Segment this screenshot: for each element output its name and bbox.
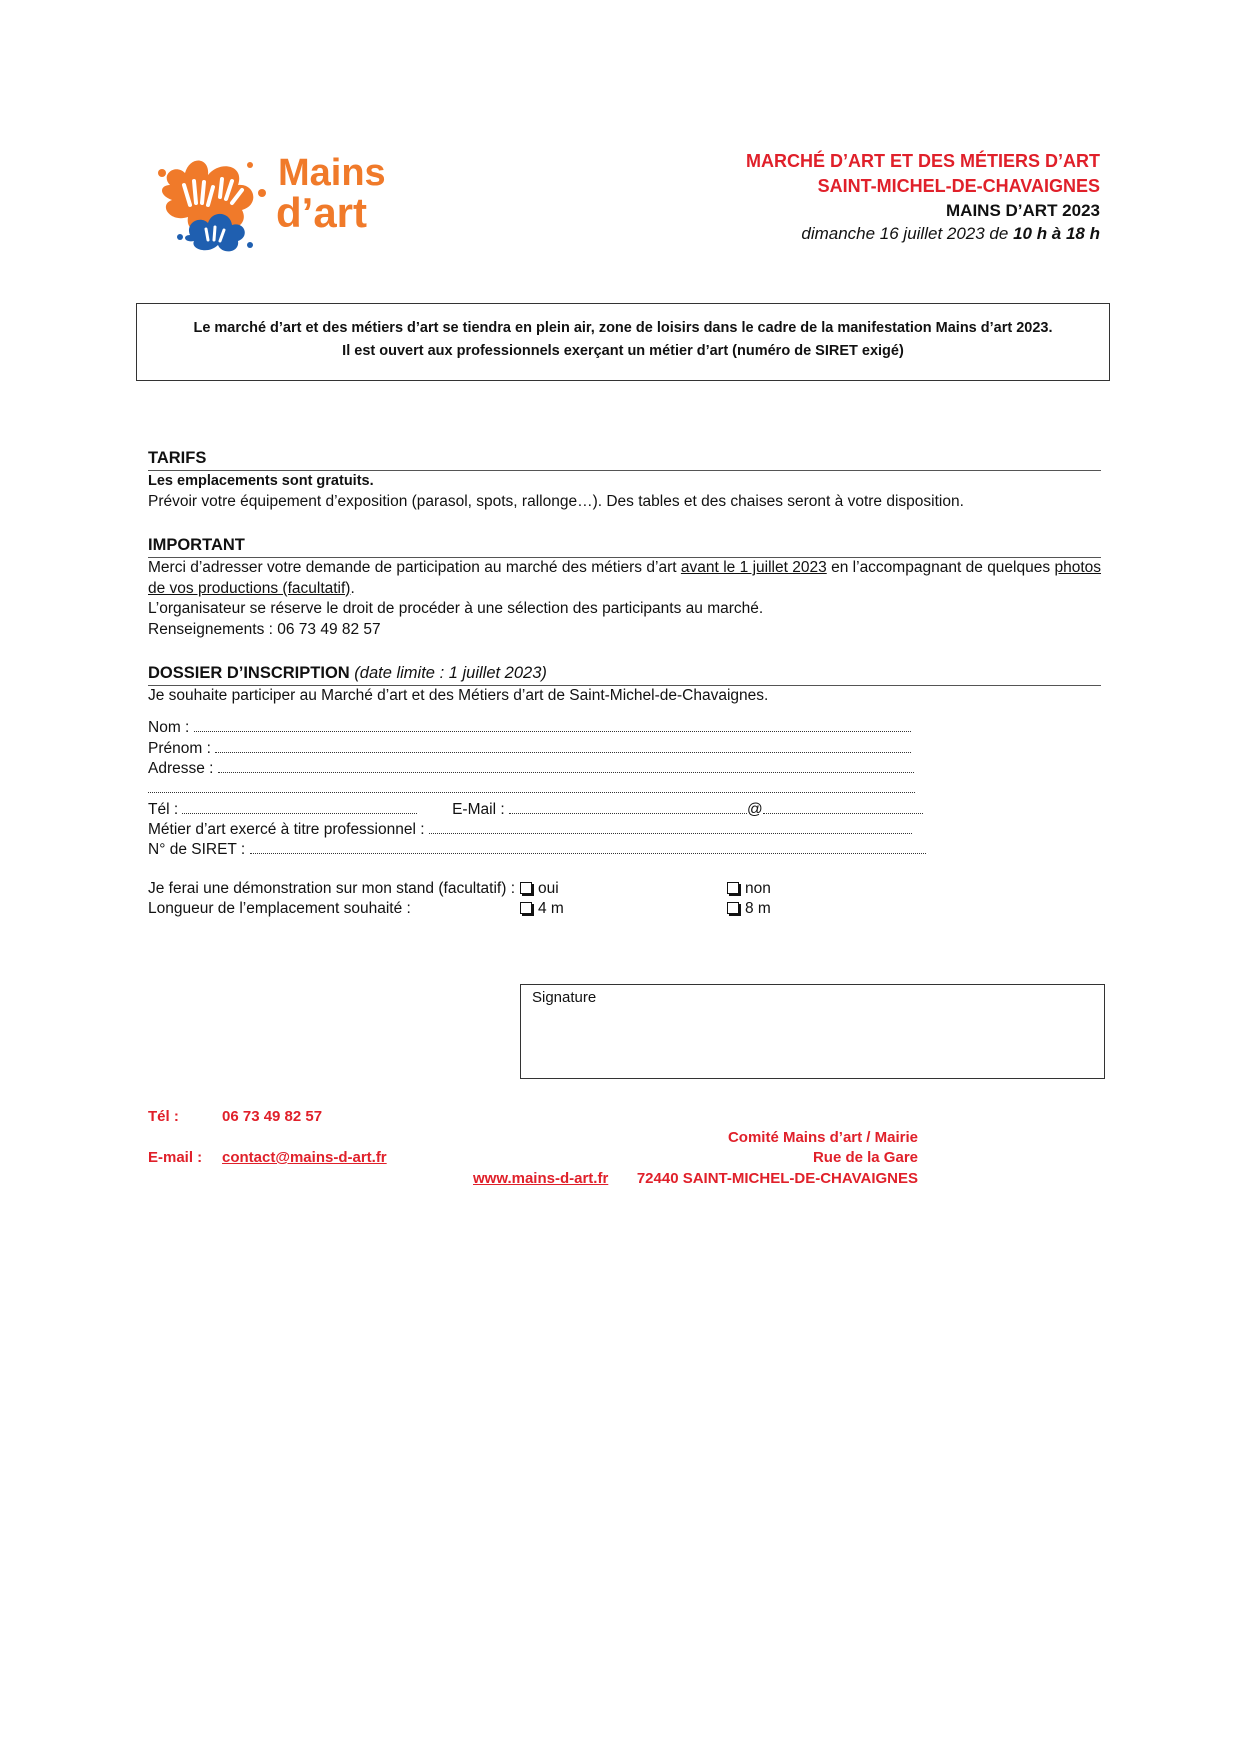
checkbox-icon[interactable]: [520, 902, 532, 914]
option-label: non: [745, 880, 771, 897]
event-date-text: dimanche 16 juillet 2023 de: [801, 224, 1014, 243]
dossier-title: DOSSIER D’INSCRIPTION: [148, 664, 350, 682]
field-label: N° de SIRET :: [148, 841, 246, 858]
tarifs-free: Les emplacements sont gratuits.: [148, 473, 374, 489]
important-p3: Renseignements : 06 73 49 82 57: [148, 620, 381, 638]
section-dossier: [148, 662, 1101, 707]
signature-box[interactable]: [520, 984, 1105, 1079]
important-p1: [148, 558, 1101, 579]
length-4m-option[interactable]: [520, 899, 564, 920]
field-siret[interactable]: [148, 840, 926, 861]
checkbox-icon[interactable]: [727, 882, 739, 894]
tel-input[interactable]: [182, 801, 417, 814]
footer-email-label: E-mail :: [148, 1149, 203, 1166]
important-p2: L’organisateur se réserve le droit de procéder à une sélection des participants au marché.: [148, 600, 764, 617]
footer-website-link[interactable]: www.mains-d-art.fr: [473, 1170, 609, 1187]
field-adresse-2[interactable]: [148, 779, 915, 800]
field-label: Nom :: [148, 719, 190, 736]
footer-address-1: Comité Mains d’art / Mairie: [727, 1129, 918, 1146]
event-edition: MAINS D’ART 2023: [946, 201, 1100, 220]
important-text: .: [350, 579, 355, 597]
footer-email-link[interactable]: contact@mains-d-art.fr: [222, 1149, 387, 1166]
email-input-domain[interactable]: [763, 801, 923, 814]
prenom-input[interactable]: [215, 740, 911, 753]
option-label: 8 m: [745, 900, 771, 917]
field-label: Métier d’art exercé à titre professionnel :: [148, 821, 425, 838]
important-p1-cont: [148, 579, 1101, 600]
important-text: en l’accompagnant de quelques: [826, 559, 1055, 576]
section-title: TARIFS: [148, 447, 1101, 471]
footer-address-3: 72440 SAINT-MICHEL-DE-CHAVAIGNES: [636, 1170, 918, 1187]
length-question: [148, 899, 411, 920]
field-nom[interactable]: [148, 718, 911, 739]
intro-box: [136, 303, 1110, 381]
field-adresse[interactable]: [148, 759, 914, 780]
photos-text: photos: [1054, 559, 1102, 576]
field-prenom[interactable]: [148, 739, 911, 760]
signature-label: Signature: [532, 989, 597, 1006]
at-sign: @: [746, 801, 763, 818]
demo-question: [148, 879, 515, 900]
field-label: Adresse :: [148, 760, 214, 777]
footer-tel-value: 06 73 49 82 57: [222, 1108, 323, 1125]
field-label: Prénom :: [148, 740, 211, 757]
field-tel-email[interactable]: [148, 800, 923, 821]
length-8m-option[interactable]: [727, 899, 771, 920]
footer-tel-label: Tél :: [148, 1108, 179, 1125]
siret-input[interactable]: [250, 841, 926, 854]
dossier-deadline: (date limite : 1 juillet 2023): [349, 664, 547, 682]
intro-line-1: Le marché d’art et des métiers d’art se tiendra en plein air, zone de loisirs dans le cadre de la manifestation Mains d’art 2023.: [193, 320, 1053, 336]
event-hours: 10 h à 18 h: [1013, 224, 1100, 243]
adresse-input-2[interactable]: [148, 780, 915, 793]
paint-hands-icon: [150, 145, 280, 255]
photos-optional-text: de vos productions (facultatif): [148, 579, 351, 597]
logo: [150, 145, 390, 255]
section-tarifs: [148, 447, 1101, 512]
checkbox-icon[interactable]: [727, 902, 739, 914]
intro-line-2: Il est ouvert aux professionnels exerçant un métier d’art (numéro de SIRET exigé): [342, 343, 904, 359]
field-metier[interactable]: [148, 820, 912, 841]
event-title: MARCHÉ D’ART ET DES MÉTIERS D’ART: [745, 151, 1100, 171]
event-location: SAINT-MICHEL-DE-CHAVAIGNES: [817, 176, 1100, 196]
section-title: [148, 662, 1101, 686]
nom-input[interactable]: [194, 719, 911, 732]
logo-text-line2: d’art: [276, 189, 368, 236]
adresse-input[interactable]: [218, 760, 914, 773]
demo-no-option[interactable]: [727, 879, 771, 900]
event-date: [801, 224, 1100, 244]
metier-input[interactable]: [429, 821, 912, 834]
tarifs-equipment: Prévoir votre équipement d’exposition (parasol, spots, rallonge…). Des tables et des chaises seront à votre disposition.: [148, 492, 964, 510]
field-label: E-Mail :: [452, 801, 505, 818]
demo-label: Je ferai une démonstration sur mon stand (facultatif) :: [148, 880, 516, 897]
demo-yes-option[interactable]: [520, 879, 559, 900]
section-important: [148, 534, 1101, 640]
dossier-intro: Je souhaite participer au Marché d’art et des Métiers d’art de Saint-Michel-de-Chavaignes.: [148, 687, 769, 704]
email-input-user[interactable]: [509, 801, 747, 814]
length-label: Longueur de l’emplacement souhaité :: [148, 900, 411, 917]
option-label: oui: [538, 880, 559, 897]
logo-text-line1: Mains: [278, 152, 386, 194]
section-title: IMPORTANT: [148, 534, 1101, 558]
checkbox-icon[interactable]: [520, 882, 532, 894]
important-text: Merci d’adresser votre demande de participation au marché des métiers d’art: [148, 559, 681, 576]
field-label: Tél :: [148, 801, 179, 818]
option-label: 4 m: [538, 900, 564, 917]
deadline-text: avant le 1 juillet 2023: [680, 559, 827, 576]
footer-address-2: Rue de la Gare: [812, 1149, 918, 1166]
